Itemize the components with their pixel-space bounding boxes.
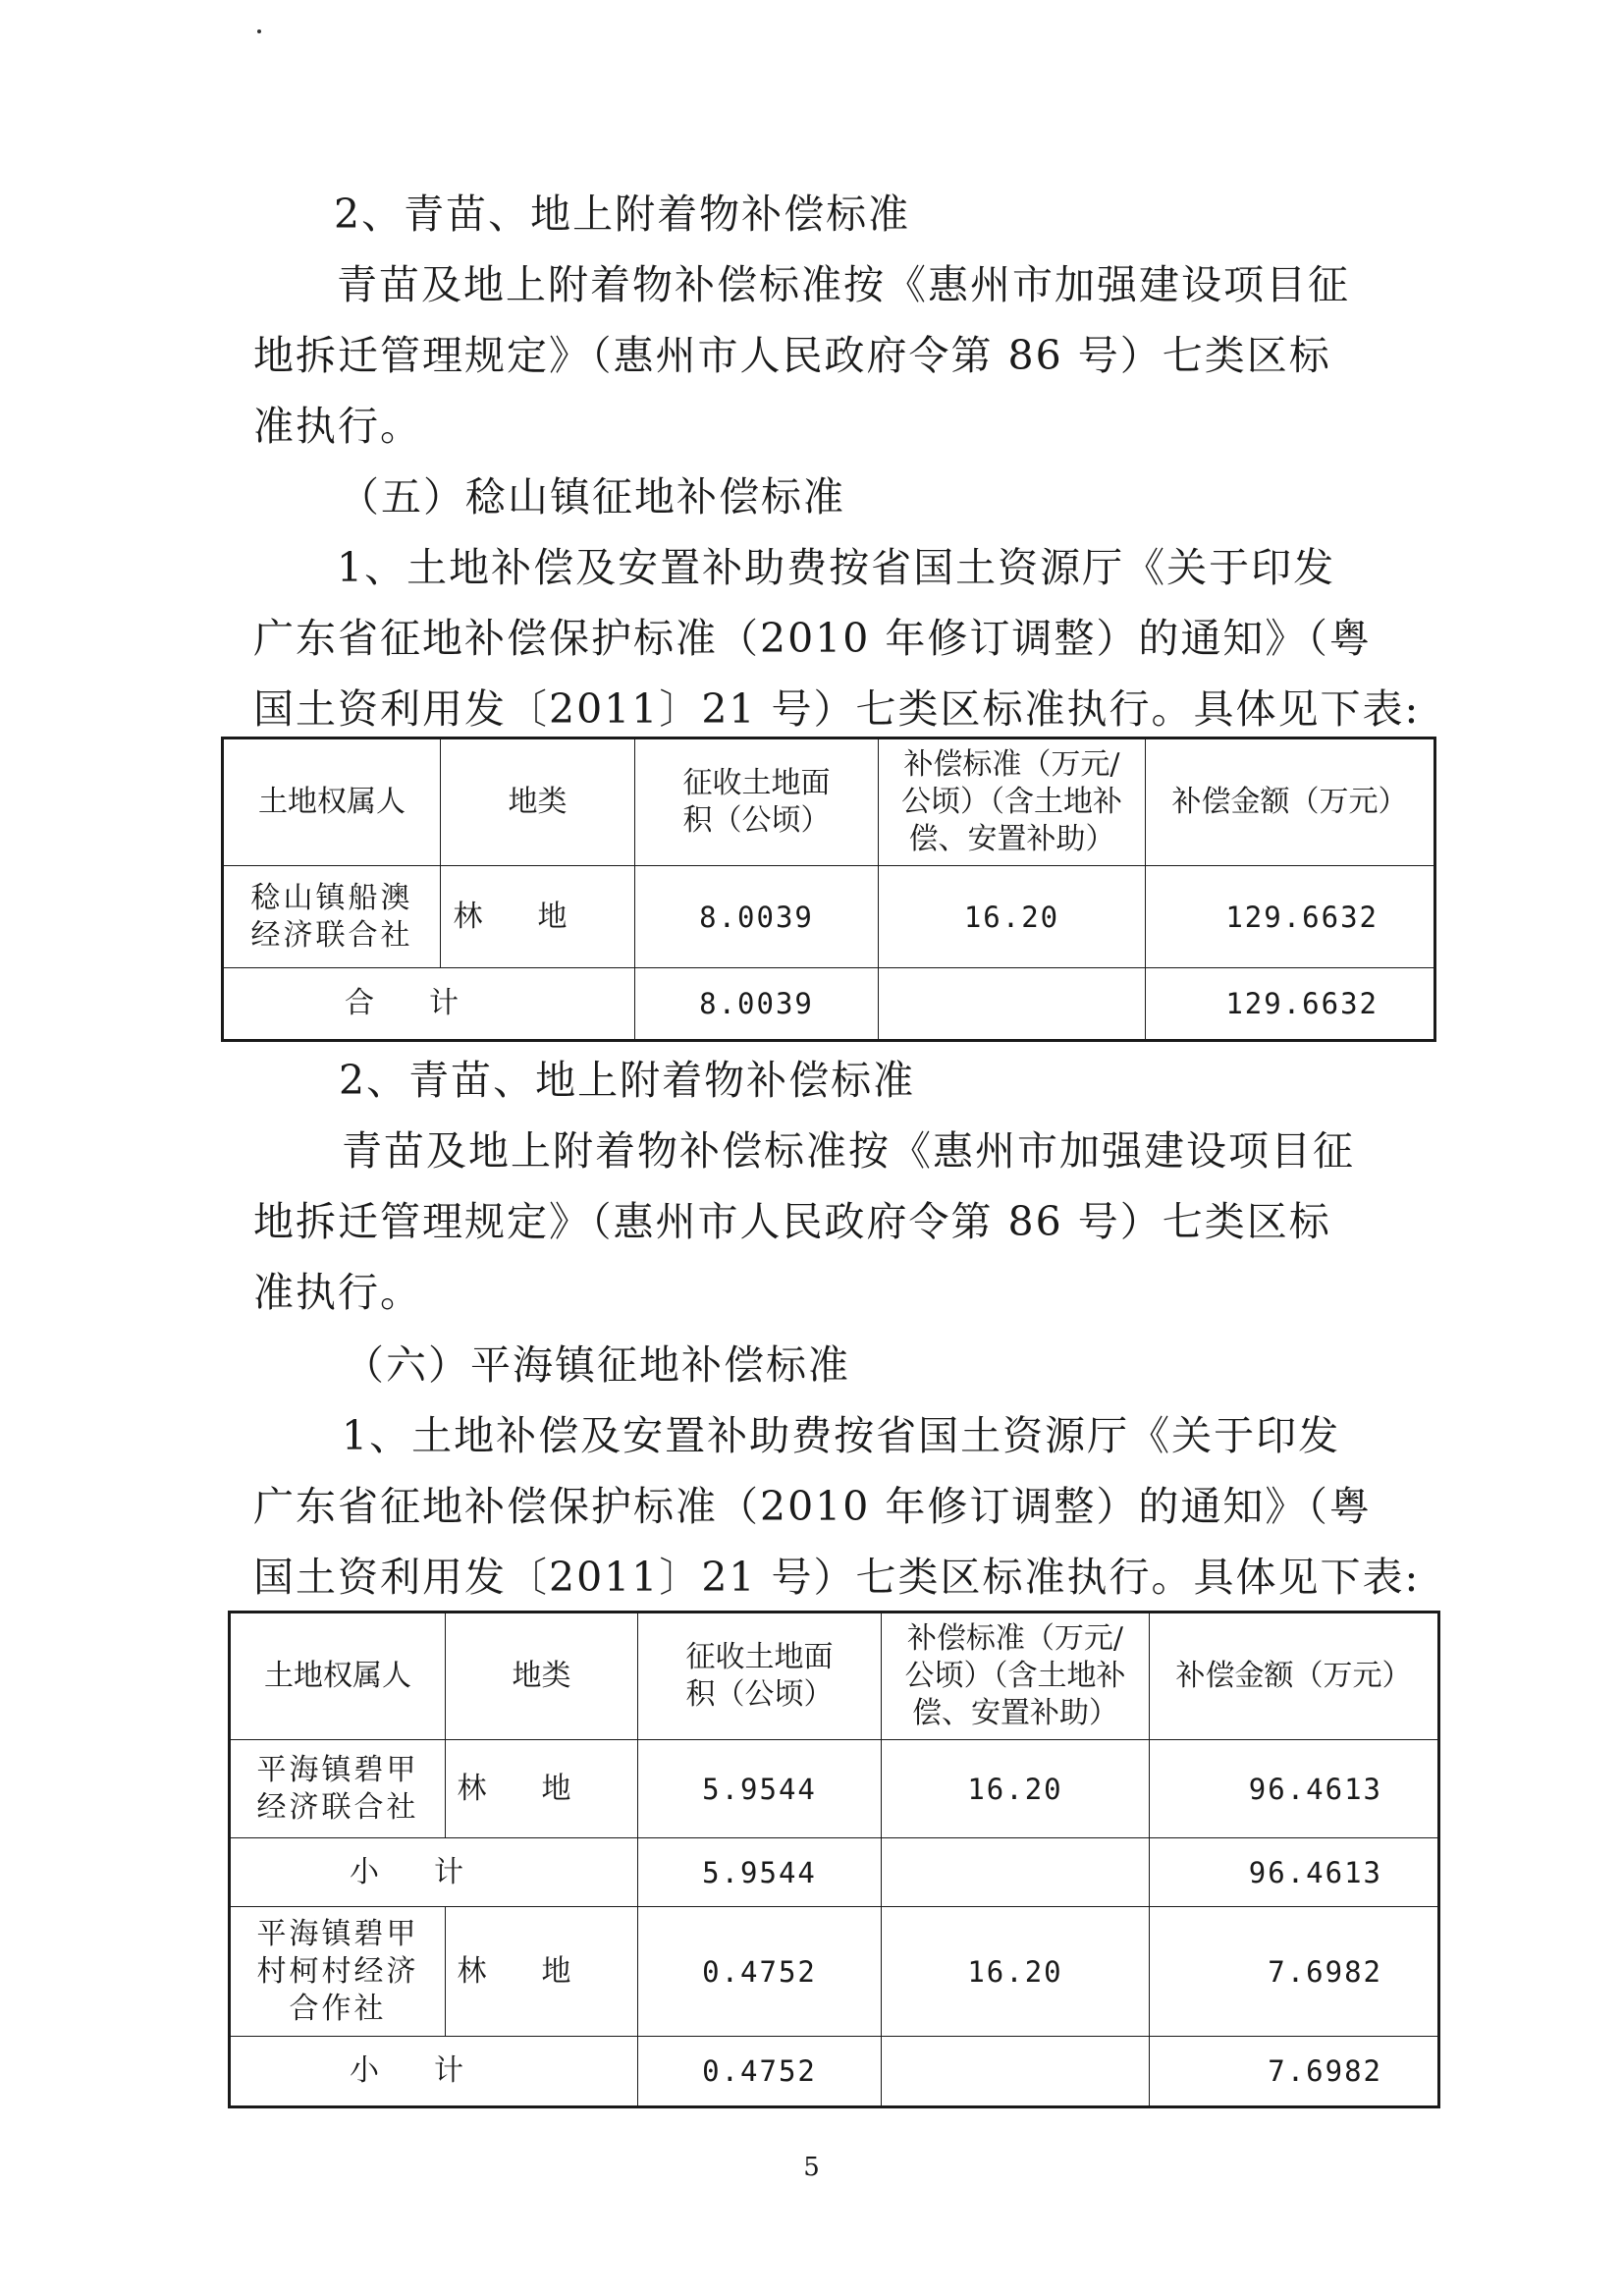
header-area: 征收土地面积（公顷） — [638, 1613, 882, 1740]
total-label: 合计 — [223, 968, 635, 1041]
total-amount: 129.6632 — [1146, 968, 1435, 1041]
intro-line: 1、土地补偿及安置补助费按省国土资源厅《关于印发 — [337, 544, 1336, 591]
body-line: 准执行。 — [253, 403, 422, 450]
header-owner: 土地权属人 — [223, 738, 441, 866]
header-land-type: 地类 — [446, 1613, 638, 1740]
subtotal-standard-empty — [882, 1838, 1150, 1907]
section-one-body — [253, 249, 1350, 462]
intro-line: 广东省征地补偿保护标准（2010 年修订调整）的通知》（粤 — [253, 1483, 1372, 1530]
section-five-sub-body — [253, 1116, 1355, 1328]
section-six-intro — [253, 1400, 1420, 1613]
section-one-heading: 2、青苗、地上附着物补偿标准 — [334, 191, 911, 238]
section-five-title: （五）稔山镇征地补偿标准 — [339, 473, 845, 520]
header-area: 征收土地面积（公顷） — [635, 738, 879, 866]
subtotal-area: 0.4752 — [638, 2037, 882, 2107]
table-header-row — [230, 1613, 1439, 1740]
subtotal-amount: 96.4613 — [1150, 1838, 1439, 1907]
cell-owner: 稔山镇船澳经济联合社 — [223, 866, 441, 968]
cell-amount: 7.6982 — [1150, 1907, 1439, 2037]
table-total-row — [223, 968, 1435, 1041]
cell-area: 8.0039 — [635, 866, 879, 968]
body-line: 准执行。 — [253, 1269, 422, 1316]
total-area: 8.0039 — [635, 968, 879, 1041]
section-five-intro — [253, 532, 1420, 744]
subtotal-label: 小计 — [230, 1838, 638, 1907]
cell-land-type: 林地 — [446, 1907, 638, 2037]
subtotal-label: 小计 — [230, 2037, 638, 2107]
table-subtotal-row — [230, 1838, 1439, 1907]
cell-amount: 96.4613 — [1150, 1740, 1439, 1838]
cell-land-type: 林地 — [441, 866, 635, 968]
page-number: 5 — [803, 2153, 820, 2182]
header-amount: 补偿金额（万元） — [1150, 1613, 1439, 1740]
cell-area: 5.9544 — [638, 1740, 882, 1838]
body-line: 地拆迁管理规定》（惠州市人民政府令第 86 号）七类区标 — [253, 1198, 1331, 1245]
body-line: 地拆迁管理规定》（惠州市人民政府令第 86 号）七类区标 — [253, 332, 1331, 379]
table-row — [230, 1907, 1439, 2037]
subtotal-amount: 7.6982 — [1150, 2037, 1439, 2107]
intro-line: 国土资利用发〔2011〕21 号）七类区标准执行。具体见下表: — [253, 685, 1421, 733]
body-line: 青苗及地上附着物补偿标准按《惠州市加强建设项目征 — [342, 1127, 1355, 1175]
cell-owner: 平海镇碧甲村柯村经济合作社 — [230, 1907, 446, 2037]
cell-land-type: 林地 — [446, 1740, 638, 1838]
section-five-sub-heading: 2、青苗、地上附着物补偿标准 — [339, 1057, 916, 1104]
table-row — [223, 866, 1435, 968]
body-line: 青苗及地上附着物补偿标准按《惠州市加强建设项目征 — [337, 261, 1350, 308]
intro-line: 国土资利用发〔2011〕21 号）七类区标准执行。具体见下表: — [253, 1554, 1421, 1601]
section-six-title: （六）平海镇征地补偿标准 — [344, 1341, 850, 1389]
cell-amount: 129.6632 — [1146, 866, 1435, 968]
table-pinghai-compensation — [228, 1611, 1440, 2108]
header-owner: 土地权属人 — [230, 1613, 446, 1740]
cell-standard: 16.20 — [882, 1740, 1150, 1838]
intro-line: 广东省征地补偿保护标准（2010 年修订调整）的通知》（粤 — [253, 615, 1372, 662]
cell-area: 0.4752 — [638, 1907, 882, 2037]
header-amount: 补偿金额（万元） — [1146, 738, 1435, 866]
header-standard: 补偿标准（万元/公顷）（含土地补偿、安置补助） — [882, 1613, 1150, 1740]
cell-owner: 平海镇碧甲经济联合社 — [230, 1740, 446, 1838]
cell-standard: 16.20 — [879, 866, 1146, 968]
header-land-type: 地类 — [441, 738, 635, 866]
header-standard: 补偿标准（万元/公顷）（含土地补偿、安置补助） — [879, 738, 1146, 866]
table-row — [230, 1740, 1439, 1838]
table-header-row — [223, 738, 1435, 866]
intro-line: 1、土地补偿及安置补助费按省国土资源厅《关于印发 — [342, 1412, 1341, 1459]
table-wenshan-compensation — [221, 737, 1436, 1042]
subtotal-standard-empty — [882, 2037, 1150, 2107]
subtotal-area: 5.9544 — [638, 1838, 882, 1907]
scan-speck — [257, 29, 261, 33]
cell-standard: 16.20 — [882, 1907, 1150, 2037]
table-subtotal-row — [230, 2037, 1439, 2107]
total-standard-empty — [879, 968, 1146, 1041]
